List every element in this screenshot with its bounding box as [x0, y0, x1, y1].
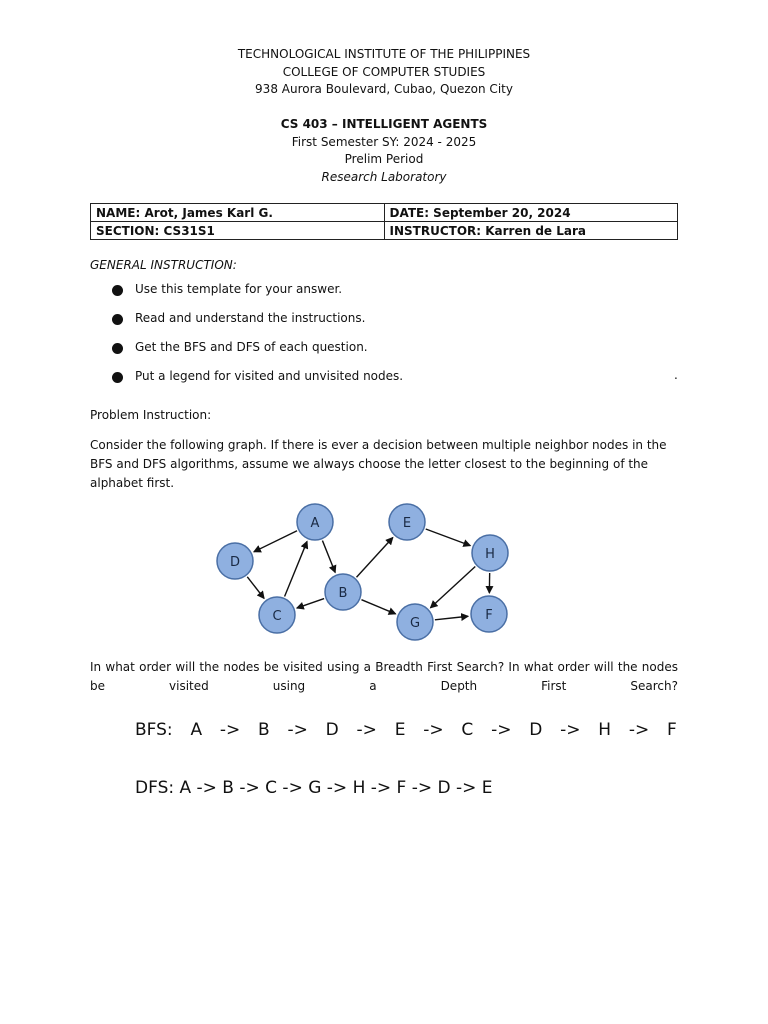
graph-diagram	[200, 494, 520, 644]
course-header	[0, 116, 768, 186]
bfs-token: B	[258, 720, 270, 740]
graph-nodes	[217, 504, 508, 640]
edge-h-g	[430, 567, 475, 608]
edge-a-d	[254, 531, 297, 552]
node-label-c: C	[272, 609, 282, 624]
bfs-token: E	[394, 720, 406, 740]
table-row	[91, 222, 678, 240]
course-title: CS 403 – INTELLIGENT AGENTS	[280, 117, 488, 131]
bfs-token: ->	[423, 720, 444, 740]
bfs-token: D	[325, 720, 339, 740]
bfs-token: ->	[491, 720, 512, 740]
address: 938 Aurora Boulevard, Cubao, Quezon City	[255, 82, 513, 96]
bfs-token: ->	[560, 720, 581, 740]
list-item	[112, 311, 403, 340]
section-cell: SECTION: CS31S1	[91, 222, 385, 240]
bfs-token: C	[461, 720, 474, 740]
edge-e-h	[426, 529, 471, 546]
node-label-g: G	[409, 616, 421, 631]
institution-name: TECHNOLOGICAL INSTITUTE OF THE PHILIPPINES	[237, 47, 531, 61]
node-label-a: A	[310, 516, 320, 531]
list-item	[112, 340, 403, 369]
edge-b-e	[356, 537, 392, 577]
activity: Research Laboratory	[321, 169, 447, 184]
bfs-token: ->	[287, 720, 308, 740]
node-label-d: D	[229, 555, 241, 570]
bfs-token: ->	[356, 720, 377, 740]
bfs-token: ->	[219, 720, 241, 740]
bullet-icon	[112, 343, 123, 354]
node-label-e: E	[402, 516, 412, 531]
edge-c-a	[285, 541, 307, 596]
date-cell: DATE: September 20, 2024	[384, 204, 678, 222]
dfs-answer: DFS: A -> B -> C -> G -> H -> F -> D -> E	[135, 778, 493, 798]
node-label-f: F	[485, 608, 493, 623]
bfs-token: F	[667, 720, 677, 740]
node-label-h: H	[485, 547, 495, 562]
problem-title: Problem Instruction:	[90, 408, 212, 422]
list-item-text: Use this template for your answer.	[135, 282, 343, 296]
semester: First Semester SY: 2024 - 2025	[291, 134, 477, 149]
table-row	[91, 204, 678, 222]
institution-header	[0, 46, 768, 99]
list-item-text: Get the BFS and DFS of each question.	[135, 340, 368, 354]
edge-a-b	[322, 541, 335, 573]
list-item-text: Read and understand the instructions.	[135, 311, 366, 325]
problem-question: In what order will the nodes be visited using a Breadth First Search? In what order will the nodes be visited using a Depth First Search?	[90, 660, 678, 693]
instruction-list	[112, 282, 403, 398]
bullet-icon	[112, 285, 123, 296]
stray-mark: .	[674, 368, 678, 382]
edge-d-c	[247, 577, 264, 599]
edge-b-c	[297, 599, 324, 609]
node-label-b: B	[338, 586, 348, 601]
list-item	[112, 369, 403, 398]
student-info-table	[90, 203, 678, 240]
edge-g-f	[435, 616, 468, 620]
bullet-icon	[112, 372, 123, 383]
bfs-token: A	[190, 720, 203, 740]
bfs-token: D	[529, 720, 543, 740]
general-instruction-title: GENERAL INSTRUCTION:	[90, 258, 237, 272]
instructor-cell: INSTRUCTOR: Karren de Lara	[384, 222, 678, 240]
edge-b-g	[361, 600, 395, 614]
college-name: COLLEGE OF COMPUTER STUDIES	[282, 64, 486, 79]
list-item-text: Put a legend for visited and unvisited nodes.	[135, 369, 404, 383]
problem-description: Consider the following graph. If there is ever a decision between multiple neighbor nodes in the BFS and DFS algorithms, assume we always choose the letter closest to the beginning of the alphabet first.	[90, 438, 667, 490]
period: Prelim Period	[344, 152, 424, 166]
list-item	[112, 282, 403, 311]
name-cell: NAME: Arot, James Karl G.	[91, 204, 385, 222]
bfs-token: H	[598, 720, 612, 740]
bfs-label: BFS:	[135, 720, 173, 740]
bfs-answer	[135, 720, 677, 740]
bullet-icon	[112, 314, 123, 325]
bfs-token: ->	[628, 720, 650, 740]
